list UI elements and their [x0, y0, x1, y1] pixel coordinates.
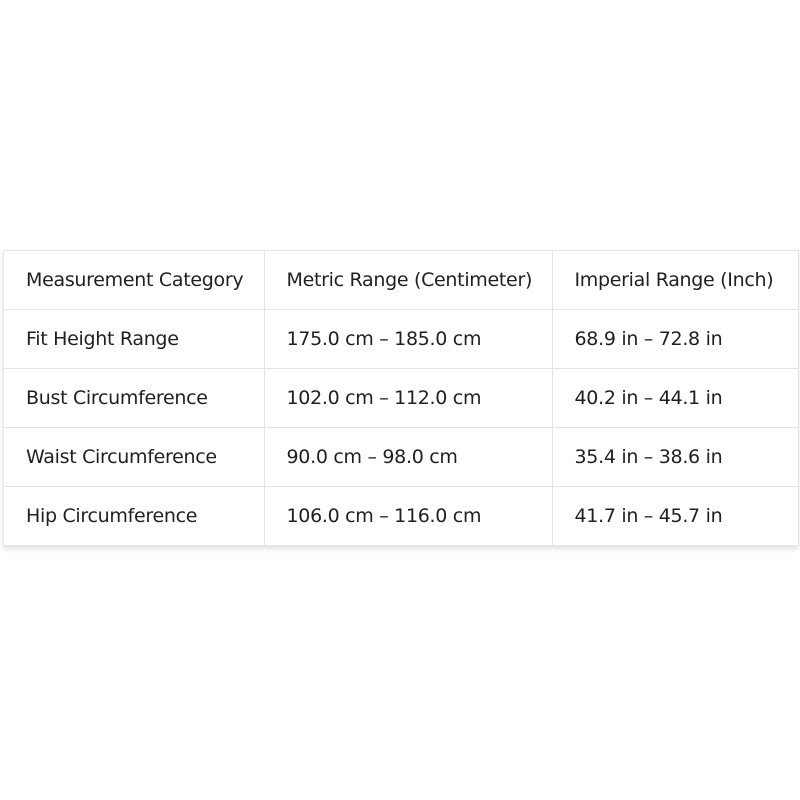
header-imperial-range: Imperial Range (Inch) — [552, 251, 798, 310]
cell-imperial: 68.9 in – 72.8 in — [552, 310, 798, 369]
cell-metric: 175.0 cm – 185.0 cm — [264, 310, 552, 369]
cell-category: Fit Height Range — [4, 310, 264, 369]
table-header-row — [4, 251, 798, 310]
header-metric-range: Metric Range (Centimeter) — [264, 251, 552, 310]
table-row — [4, 428, 798, 487]
measurement-table — [4, 251, 798, 545]
table-row — [4, 369, 798, 428]
measurement-table-card — [3, 250, 799, 546]
header-measurement-category: Measurement Category — [4, 251, 264, 310]
cell-imperial: 41.7 in – 45.7 in — [574, 505, 723, 527]
cell-metric: 102.0 cm – 112.0 cm — [264, 369, 552, 428]
cell-imperial: 40.2 in – 44.1 in — [552, 369, 798, 428]
cell-imperial: 35.4 in – 38.6 in — [552, 428, 798, 487]
table-row — [4, 310, 798, 369]
cell-category: Bust Circumference — [4, 369, 264, 428]
cell-metric: 90.0 cm – 98.0 cm — [264, 428, 552, 487]
table-row — [4, 487, 798, 546]
cell-category: Hip Circumference — [4, 487, 264, 546]
cell-metric: 106.0 cm – 116.0 cm — [264, 487, 552, 546]
cell-category: Waist Circumference — [4, 428, 264, 487]
